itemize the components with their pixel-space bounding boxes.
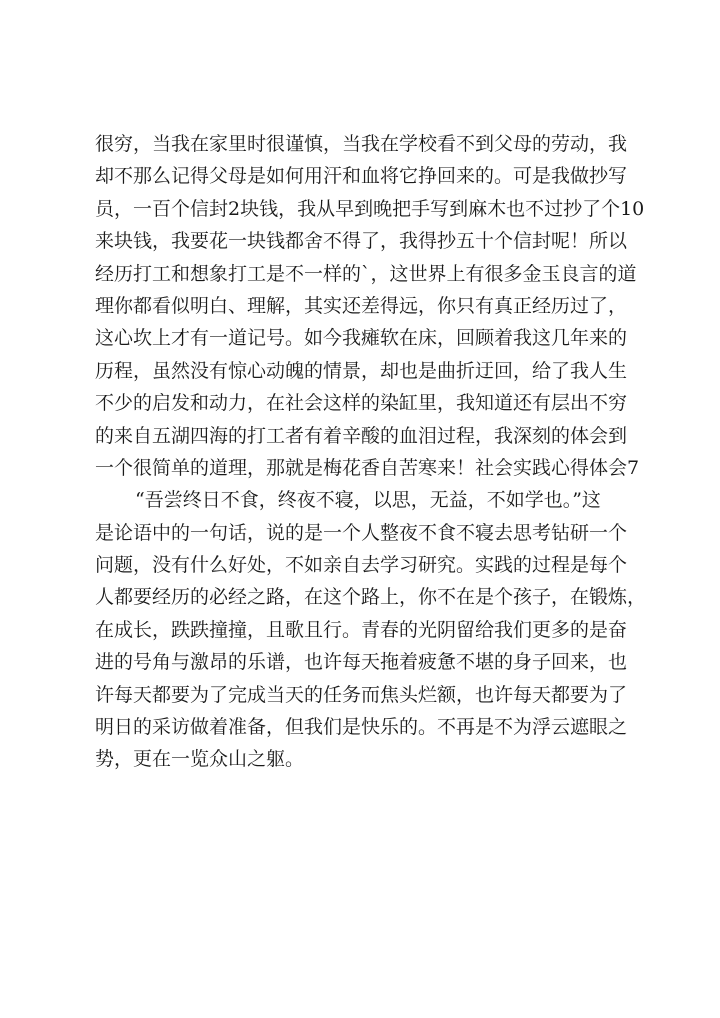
- text-line: 一个很简单的道理，那就是梅花香自苦寒来！社会实践心得体会7: [95, 456, 640, 479]
- text-line: 进的号角与激昂的乐谱，也许每天拖着疲惫不堪的身子回来，也: [95, 651, 628, 674]
- paragraph-start-line: “吾尝终日不食，终夜不寝，以思，无益，不如学也。”这: [135, 489, 601, 512]
- text-line: 经历打工和想象打工是不一样的`，这世界上有很多金玉良言的道: [95, 262, 637, 285]
- text-line: 不少的启发和动力，在社会这样的染缸里，我知道还有层出不穷: [95, 392, 628, 415]
- text-line: 人都要经历的必经之路，在这个路上，你不在是个孩子，在锻炼，: [95, 586, 647, 609]
- text-line: 问题，没有什么好处，不如亲自去学习研究。实践的过程是每个: [95, 554, 628, 577]
- document-body: [95, 128, 655, 776]
- text-line: 许每天都要为了完成当天的任务而焦头烂额，也许每天都要为了: [95, 683, 628, 706]
- text-line: 员，一百个信封2块钱，我从早到晚把手写到麻木也不过抄了个10: [95, 197, 645, 220]
- text-line: 却不那么记得父母是如何用汗和血将它挣回来的。可是我做抄写: [95, 165, 628, 188]
- text-line: 在成长，跌跌撞撞，且歌且行。青春的光阴留给我们更多的是奋: [95, 618, 628, 641]
- text-line: 这心坎上才有一道记号。如今我瘫软在床，回顾着我这几年来的: [95, 327, 628, 350]
- text-line: 是论语中的一句话，说的是一个人整夜不食不寝去思考钻研一个: [95, 521, 628, 544]
- text-line: 势，更在一览众山之躯。: [95, 748, 305, 771]
- text-line: 很穷，当我在家里时很谨慎，当我在学校看不到父母的劳动，我: [95, 133, 628, 155]
- text-line: 来块钱，我要花一块钱都舍不得了，我得抄五十个信封呢！所以: [95, 230, 628, 253]
- text-line: 明日的采访做着准备，但我们是快乐的。不再是不为浮云遮眼之: [95, 716, 628, 739]
- text-line: 历程，虽然没有惊心动魄的情景，却也是曲折迂回，给了我人生: [95, 359, 628, 382]
- text-line: 的来自五湖四海的打工者有着辛酸的血泪过程，我深刻的体会到: [95, 424, 628, 447]
- text-line: 理你都看似明白、理解，其实还差得远，你只有真正经历过了，: [95, 294, 628, 317]
